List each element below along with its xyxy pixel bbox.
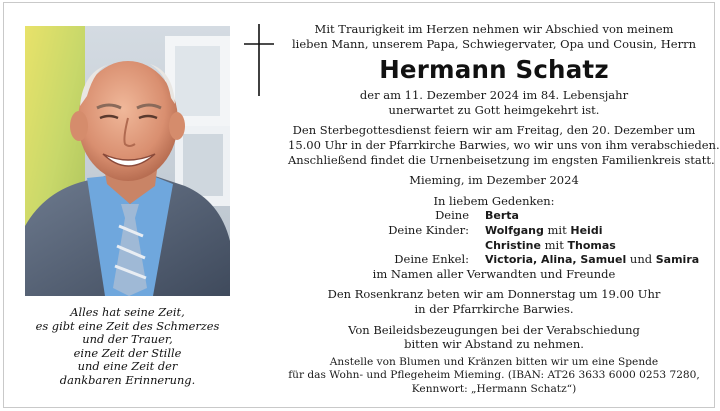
donation-line: Anstelle von Blumen und Kränzen bitten wir um eine Spende [329, 355, 659, 368]
wife-label: Deine [435, 208, 469, 223]
connector: mit [544, 237, 564, 252]
poem-line: dankbaren Erinnerung. [59, 372, 196, 387]
poem-line: eine Zeit der Stille [73, 345, 182, 360]
donation-line: für das Wohn- und Pflegeheim Mieming. (IBAN: AT26 3633 6000 0253 7280, [288, 369, 700, 382]
deceased-name: Hermann Schatz [379, 55, 609, 85]
death-line: unerwartet zu Gott heimgekehrt ist. [388, 102, 600, 117]
in-memory-heading: In liebem Gedenken: [433, 193, 555, 208]
child-name: Christine [485, 238, 541, 252]
grandchildren-names: Victoria, Alina, Samuel [485, 253, 627, 267]
connector: und [629, 252, 653, 267]
poem [20, 306, 235, 388]
family-row-children-2 [288, 238, 700, 253]
intro-line: lieben Mann, unserem Papa, Schwiegervater, Opa und Cousin, Herrn [292, 36, 696, 51]
service-line: 15.00 Uhr in der Pfarrkirche Barwies, wo wir uns von ihm verabschieden. [288, 137, 720, 152]
children-label: Deine Kinder: [388, 222, 469, 237]
partner-name: Heidi [570, 223, 603, 237]
place-date: Mieming, im Dezember 2024 [409, 173, 579, 188]
poem-line: und der Trauer, [82, 332, 173, 347]
family-row-children [288, 223, 700, 238]
family-row-wife [288, 208, 700, 223]
grandchildren-label: Deine Enkel: [394, 252, 469, 267]
connector: mit [547, 222, 567, 237]
cross-icon [243, 24, 275, 96]
poem-line: Alles hat seine Zeit, [70, 305, 185, 319]
child-name: Wolfgang [485, 223, 544, 237]
service-line: Den Sterbegottesdienst feiern wir am Freitag, den 20. Dezember um [292, 123, 696, 138]
death-line: der am 11. Dezember 2024 im 84. Lebensjahr [359, 88, 629, 103]
relatives-line: im Namen aller Verwandten und Freunde [372, 266, 616, 281]
obituary-text [288, 22, 720, 396]
wife-name: Berta [485, 209, 519, 223]
donation-line: Kennwort: „Hermann Schatz“) [411, 382, 577, 395]
service-line: Anschließend findet die Urnenbeisetzung im engsten Familienkreis statt. [288, 152, 715, 167]
family-row-grandchildren [288, 252, 700, 267]
condolences-line: Von Beileidsbezeugungen bei der Verabschiedung [348, 322, 640, 337]
grandchild-name: Samira [655, 253, 700, 267]
intro-line: Mit Traurigkeit im Herzen nehmen wir Abschied von meinem [314, 22, 674, 36]
poem-line: es gibt eine Zeit des Schmerzes [35, 318, 220, 333]
rosary-line: Den Rosenkranz beten wir am Donnerstag um 19.00 Uhr [327, 287, 661, 302]
rosary-line: in der Pfarrkirche Barwies. [414, 301, 574, 316]
condolences-line: bitten wir Abstand zu nehmen. [404, 337, 584, 352]
portrait-photo [25, 26, 230, 296]
poem-line: und eine Zeit der [77, 359, 178, 374]
partner-name: Thomas [567, 238, 616, 252]
